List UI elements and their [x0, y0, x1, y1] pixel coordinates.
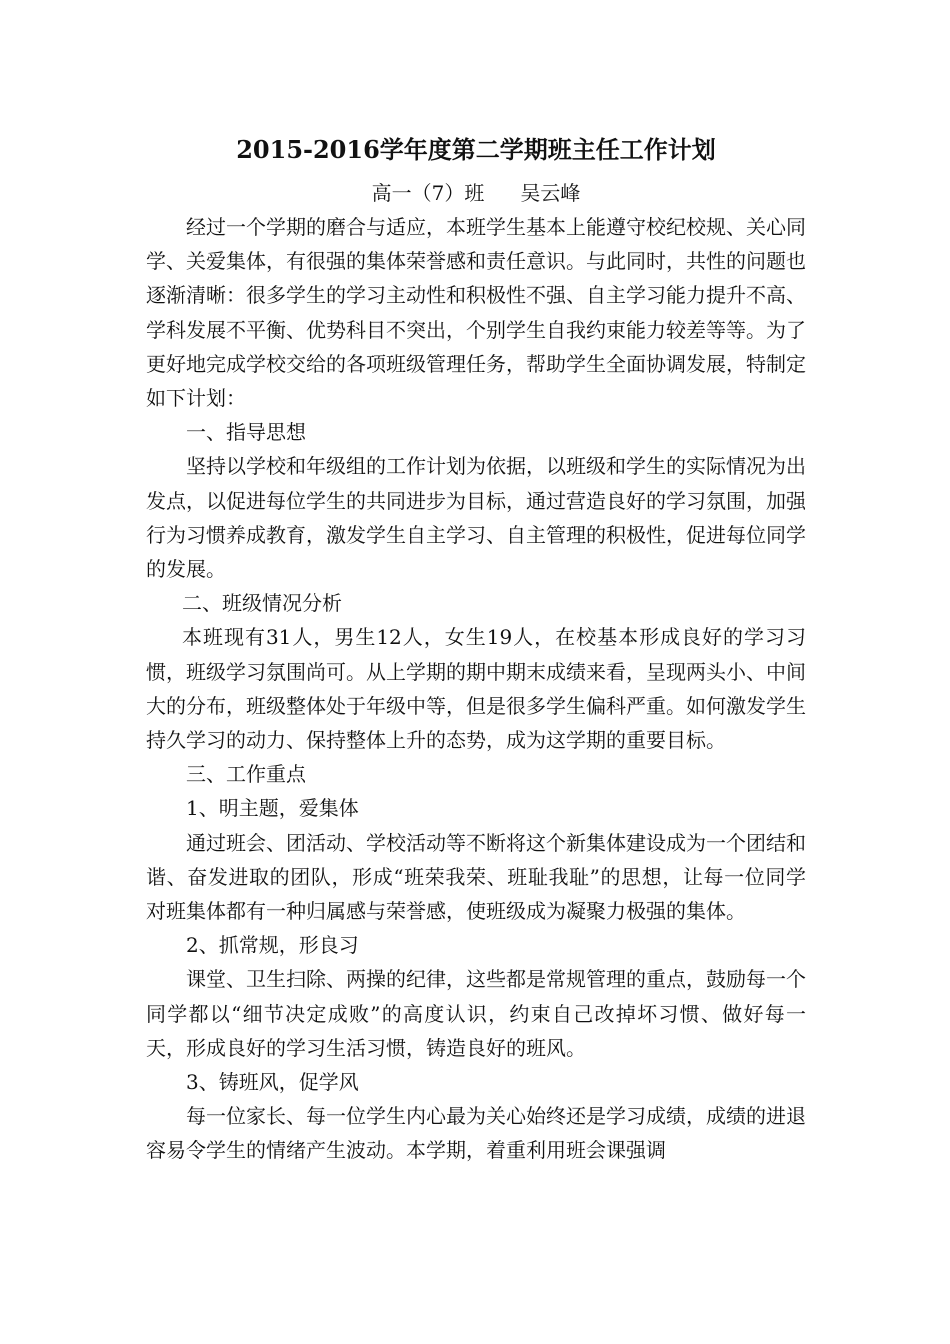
author-name: 吴云峰: [520, 181, 581, 205]
byline: [146, 176, 806, 210]
section-heading-class-analysis: 二、班级情况分析: [182, 591, 342, 616]
intro-paragraph: 经过一个学期的磨合与适应，本班学生基本上能遵守校纪校规、关心同学、关爱集体，有很强的集体荣誉感和责任意识。与此同时，共性的问题也逐渐清晰：很多学生的学习主动性和积极性不强、自主学习能力提升不高、学科发展不平衡、优势科目不突出，个别学生自我约束能力较差等等。为了更好地完成学校交给的各项班级管理任务，帮助学生全面协调发展，特制定如下计划：: [146, 215, 806, 411]
class-analysis-paragraph: 本班现有31人，男生12人，女生19人，在校基本形成良好的学习习惯，班级学习氛围尚可。从上学期的期中期末成绩来看，呈现两头小、中间大的分布，班级整体处于年级中等，但是很多学生偏科严重。如何激发学生持久学习的动力、保持整体上升的态势，成为这学期的重要目标。: [146, 625, 806, 753]
subheading-theme-collective: 1、明主题，爱集体: [186, 796, 359, 821]
theme-collective-paragraph: 通过班会、团活动、学校活动等不断将这个新集体建设成为一个团结和谐、奋发进取的团队，形成“班荣我荣、班耻我耻”的思想，让每一位同学对班集体都有一种归属感与荣誉感，使班级成为凝聚力极强的集体。: [146, 830, 806, 924]
class-style-paragraph: 每一位家长、每一位学生内心最为关心始终还是学习成绩，成绩的进退容易令学生的情绪产生波动。本学期，着重利用班会课强调: [146, 1104, 806, 1163]
subheading-class-style: 3、铸班风，促学风: [186, 1070, 359, 1095]
guiding-ideology-paragraph: 坚持以学校和年级组的工作计划为依据，以班级和学生的实际情况为出发点，以促进每位学生的共同进步为目标，通过营造良好的学习氛围，加强行为习惯养成教育，激发学生自主学习、自主管理的积极性，促进每位同学的发展。: [146, 454, 806, 582]
document-page: [146, 130, 806, 1168]
routine-habits-paragraph: 课堂、卫生扫除、两操的纪律，这些都是常规管理的重点，鼓励每一个同学都以“细节决定成败”的高度认识，约束自己改掉坏习惯、做好每一天，形成良好的学习生活习惯，铸造良好的班风。: [146, 967, 806, 1060]
class-name: 高一（7）班: [371, 181, 485, 205]
document-title: 2015-2016学年度第二学期班主任工作计划: [236, 135, 716, 164]
subheading-routine-habits: 2、抓常规，形良习: [186, 933, 359, 958]
section-heading-work-focus: 三、工作重点: [186, 762, 306, 787]
section-heading-guiding-ideology: 一、指导思想: [186, 420, 306, 445]
